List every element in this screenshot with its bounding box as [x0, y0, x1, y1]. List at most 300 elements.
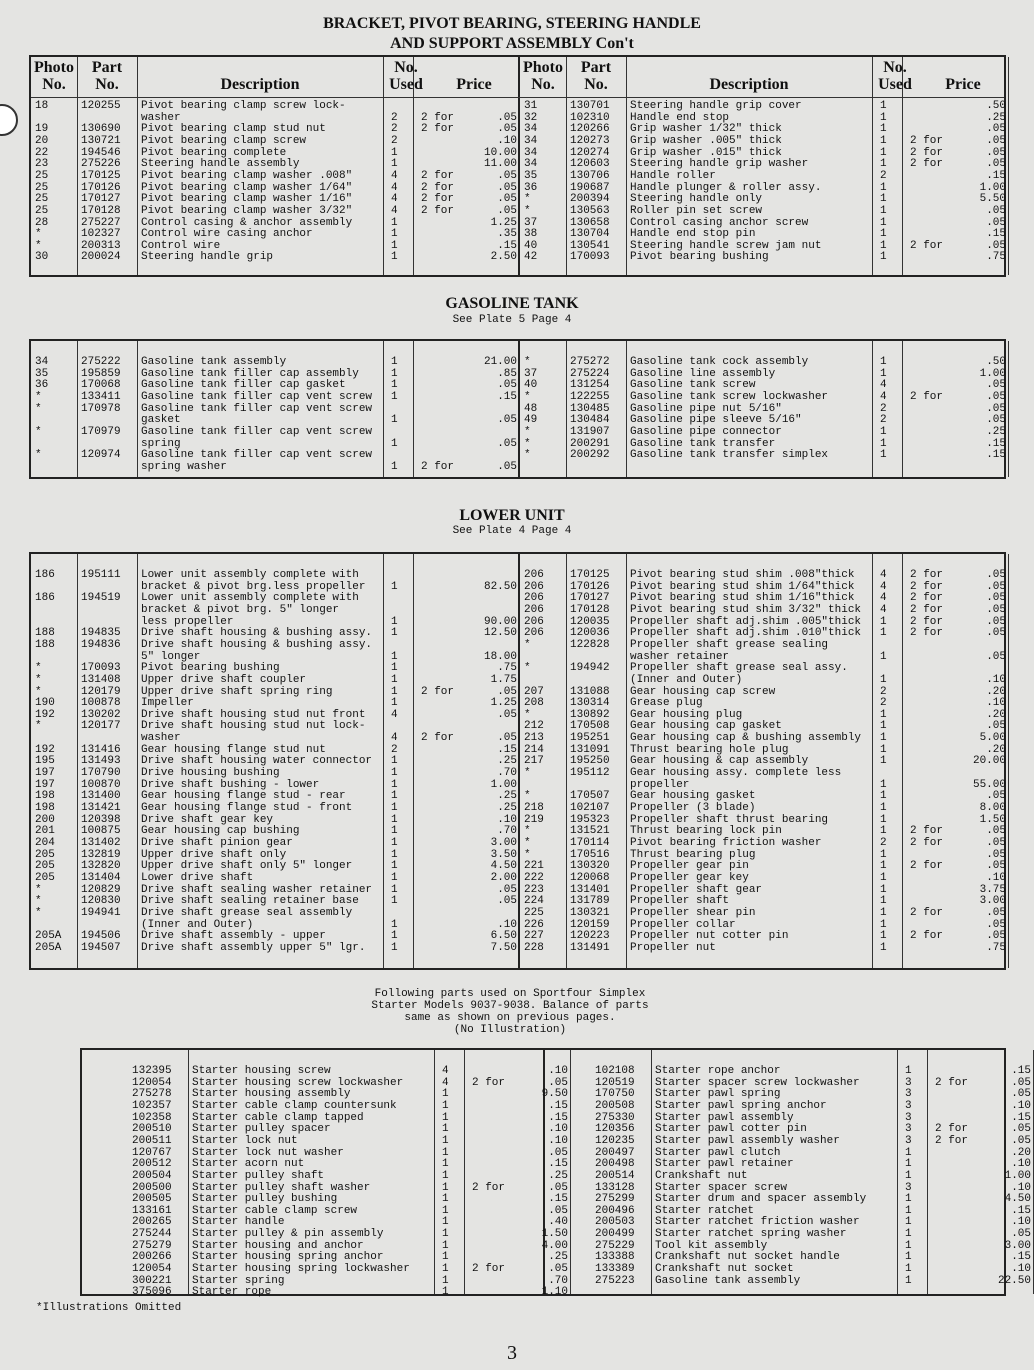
description-cell: less propeller: [141, 615, 234, 628]
description-cell: Drive shaft sealing washer retainer: [141, 883, 373, 896]
no-used-cell: 1: [442, 1088, 449, 1101]
starter-note-line4: (No Illustration): [453, 1024, 567, 1036]
photo-no-cell: 34: [524, 123, 538, 136]
photo-no-cell: 206: [524, 615, 544, 628]
price-qty-cell: 2 for: [910, 906, 944, 919]
description-cell: Gasoline line assembly: [630, 367, 776, 380]
price-cell: .50: [986, 100, 1006, 112]
description-cell: Drive shaft gear key: [141, 813, 274, 826]
no-used-cell: 1: [391, 673, 398, 686]
no-used-cell: 1: [880, 650, 887, 663]
table-row: [82, 1134, 1031, 1148]
description-cell: Gasoline pipe sleeve 5/16": [630, 414, 802, 427]
photo-no-cell: 186: [35, 592, 55, 605]
part-no-cell: 195859: [81, 367, 121, 380]
description-cell: Pivot bearing stud shim 3/32" thick: [630, 603, 862, 616]
no-used-cell: 1: [391, 228, 398, 241]
price-cell: .05: [986, 860, 1006, 873]
no-used-cell: 4: [442, 1065, 449, 1077]
photo-no-cell: 200: [35, 813, 55, 826]
table-row: [31, 943, 1004, 955]
part-no-cell: 170126: [570, 580, 610, 593]
price-cell: .15: [986, 437, 1006, 450]
photo-no-cell: *: [524, 708, 531, 721]
no-used-cell: 2: [880, 169, 887, 182]
no-used-cell: 1: [880, 941, 887, 954]
table-row: [31, 803, 1004, 815]
part-no-cell: 133411: [81, 390, 121, 403]
photo-no-cell: 217: [524, 755, 544, 768]
column-divider: [1008, 57, 1009, 275]
page-title-line1: BRACKET, PIVOT BEARING, STEERING HANDLE: [323, 15, 701, 32]
description-cell: Starter housing spring anchor: [192, 1251, 384, 1264]
price-qty-cell: 2 for: [910, 239, 944, 252]
description-cell: Grease plug: [630, 697, 703, 710]
part-no-cell: 130314: [570, 697, 610, 710]
price-qty-cell: 2 for: [910, 146, 944, 159]
part-no-cell: 275299: [595, 1193, 635, 1206]
table-row: [31, 357, 1004, 369]
price-cell: .20: [986, 685, 1006, 698]
no-used-cell: 1: [391, 239, 398, 252]
price-cell: .05: [1011, 1228, 1031, 1241]
part-no-cell: 122828: [570, 638, 610, 651]
price-cell: .05: [986, 720, 1006, 733]
no-used-cell: 1: [880, 895, 887, 908]
price-cell: .15: [1011, 1065, 1031, 1077]
photo-no-cell: 34: [524, 134, 538, 147]
price-cell: .05: [1011, 1076, 1031, 1089]
price-cell: .10: [1011, 1263, 1031, 1276]
photo-no-cell: 37: [524, 216, 538, 229]
price-cell: .25: [497, 802, 517, 814]
photo-no-cell: *: [35, 883, 42, 896]
price-cell: .05: [986, 650, 1006, 663]
price-qty-cell: 2 for: [910, 930, 944, 943]
part-no-cell: 170128: [570, 603, 610, 616]
binder-hole: [0, 104, 18, 136]
no-used-cell: 3: [905, 1123, 912, 1136]
photo-no-cell: 205A: [35, 930, 62, 943]
no-used-cell: 1: [442, 1134, 449, 1147]
description-cell: Upper drive shaft coupler: [141, 673, 307, 686]
price-cell: 6.50: [490, 930, 517, 943]
description-cell: Steering handle grip washer: [630, 158, 809, 171]
photo-no-cell: *: [35, 449, 42, 462]
no-used-cell: 1: [442, 1239, 449, 1252]
description-cell: Drive housing bushing: [141, 767, 280, 780]
part-no-cell: 131091: [570, 743, 610, 756]
no-used-cell: 1: [391, 662, 398, 675]
part-no-cell: 195323: [570, 813, 610, 826]
price-cell: 3.50: [490, 848, 517, 861]
photo-no-cell: *: [524, 449, 531, 462]
table-row: [82, 1274, 1031, 1288]
price-qty-cell: 2 for: [910, 615, 944, 628]
no-used-cell: 1: [442, 1228, 449, 1241]
photo-no-cell: *: [35, 720, 42, 733]
part-no-cell: 194836: [81, 638, 121, 651]
no-used-cell: 4: [880, 592, 887, 605]
price-cell: .70: [548, 1274, 568, 1287]
description-cell: Gasoline tank transfer simplex: [630, 449, 829, 462]
header-rule: [31, 97, 1004, 98]
part-no-cell: 195112: [570, 767, 610, 780]
price-cell: .05: [497, 437, 517, 450]
table-row: [31, 920, 1004, 932]
no-used-cell: 1: [880, 871, 887, 884]
no-used-cell: 1: [905, 1193, 912, 1206]
photo-no-cell: *: [524, 204, 531, 217]
photo-no-cell: 226: [524, 918, 544, 931]
price-cell: .15: [497, 743, 517, 756]
photo-no-cell: 197: [35, 767, 55, 780]
part-no-cell: 194941: [81, 906, 121, 919]
table-row: [31, 159, 1004, 171]
no-used-cell: 1: [905, 1228, 912, 1241]
part-no-cell: 130541: [570, 239, 610, 252]
description-cell: Gasoline tank filler cap vent screw: [141, 449, 373, 462]
description-cell: Thrust bearing hole plug: [630, 743, 789, 756]
part-no-cell: 170125: [81, 169, 121, 182]
description-cell: Lower unit assembly complete with: [141, 592, 359, 605]
no-used-cell: 1: [880, 449, 887, 462]
price-cell: .05: [986, 390, 1006, 403]
photo-no-cell: *: [524, 425, 531, 438]
photo-no-cell: *: [35, 662, 42, 675]
no-used-cell: 1: [391, 356, 398, 368]
part-no-cell: 170508: [570, 720, 610, 733]
part-no-cell: 102358: [132, 1111, 172, 1124]
part-no-cell: 120036: [570, 627, 610, 640]
price-qty-cell: 2 for: [421, 169, 455, 182]
part-no-cell: 170750: [595, 1088, 635, 1101]
photo-no-cell: 188: [35, 638, 55, 651]
no-used-cell: 1: [905, 1065, 912, 1077]
description-cell: Pivot bearing complete: [141, 146, 287, 159]
part-no-cell: 100875: [81, 825, 121, 838]
description-cell: Thrust bearing plug: [630, 848, 756, 861]
part-no-cell: 120273: [570, 134, 610, 147]
photo-no-cell: 208: [524, 697, 544, 710]
part-no-cell: 131521: [570, 825, 610, 838]
table-row: [31, 392, 1004, 404]
part-no-cell: 200291: [570, 437, 610, 450]
description-cell: washer: [141, 111, 181, 124]
price-cell: .05: [1011, 1088, 1031, 1101]
no-used-cell: 1: [391, 895, 398, 908]
photo-no-cell: 34: [524, 158, 538, 171]
no-used-cell: 1: [391, 615, 398, 628]
part-no-cell: 170979: [81, 425, 121, 438]
part-no-cell: 170128: [81, 204, 121, 217]
description-cell: Pivot bearing clamp washer 1/16": [141, 193, 353, 206]
photo-no-cell: *: [35, 685, 42, 698]
no-used-cell: 1: [880, 778, 887, 791]
part-no-cell: 102107: [570, 802, 610, 814]
part-no-cell: 120974: [81, 449, 121, 462]
part-no-cell: 200265: [132, 1216, 172, 1229]
part-no-cell: 132395: [132, 1065, 172, 1077]
photo-no-cell: *: [524, 638, 531, 651]
table-row: [31, 171, 1004, 183]
table-row: [31, 229, 1004, 241]
photo-no-cell: 19: [35, 123, 49, 136]
photo-no-cell: *: [524, 437, 531, 450]
part-no-cell: 200504: [132, 1169, 172, 1182]
description-cell: Drive shaft pinion gear: [141, 836, 293, 849]
table-row: [31, 183, 1004, 195]
no-used-header: No.: [883, 59, 907, 76]
price-qty-cell: 2 for: [935, 1134, 969, 1147]
part-no-cell: 120266: [570, 123, 610, 136]
photo-no-cell: 206: [524, 580, 544, 593]
part-no-cell: 130704: [570, 228, 610, 241]
description-cell: Starter pulley spacer: [192, 1123, 331, 1136]
description-cell: Propeller collar: [630, 918, 736, 931]
part-no-cell: 102310: [570, 111, 610, 124]
part-no-cell: 275224: [570, 367, 610, 380]
section-subtitle-gasoline-tank: See Plate 5 Page 4: [452, 314, 572, 326]
table-row: [31, 450, 1004, 462]
price-qty-cell: 2 for: [421, 181, 455, 194]
photo-no-cell: 30: [35, 251, 49, 264]
part-no-cell: 120767: [132, 1146, 172, 1159]
price-cell: 10.00: [483, 146, 517, 159]
no-used-cell: 1: [391, 650, 398, 663]
part-no-cell: 170790: [81, 767, 121, 780]
description-cell: Gasoline tank cock assembly: [630, 356, 809, 368]
description-cell: Pivot bearing bushing: [630, 251, 769, 264]
no-used-cell: 1: [391, 216, 398, 229]
description-cell: Pivot bearing friction washer: [630, 836, 822, 849]
part-no-cell: 130485: [570, 402, 610, 415]
description-cell: Gear housing assy. complete less: [630, 767, 842, 780]
price-cell: 2.00: [490, 871, 517, 884]
price-cell: .05: [986, 580, 1006, 593]
no-used-cell: 1: [880, 193, 887, 206]
photo-no-cell: 23: [35, 158, 49, 171]
part-no-cell: 102357: [132, 1099, 172, 1112]
part-no-cell: 194519: [81, 592, 121, 605]
price-cell: .05: [986, 216, 1006, 229]
description-cell: Handle end stop pin: [630, 228, 756, 241]
description-cell: Crankshaft nut: [655, 1169, 748, 1182]
price-cell: .05: [497, 111, 517, 124]
price-header: Price: [456, 76, 492, 93]
description-cell: Starter cable clamp screw: [192, 1204, 358, 1217]
description-cell: Starter drum and spacer assembly: [655, 1193, 867, 1206]
no-used-cell: 1: [905, 1239, 912, 1252]
price-cell: .05: [986, 158, 1006, 171]
price-cell: .05: [986, 836, 1006, 849]
description-cell: bracket & pivot brg.less propeller: [141, 580, 366, 593]
no-used-cell: 1: [391, 367, 398, 380]
no-used-cell: 1: [880, 216, 887, 229]
price-cell: .05: [497, 883, 517, 896]
no-used-cell: 1: [880, 708, 887, 721]
description-cell: Propeller gear key: [630, 871, 749, 884]
description-cell: Starter housing and anchor: [192, 1239, 364, 1252]
price-cell: .05: [497, 460, 517, 473]
price-cell: 22.50: [997, 1274, 1031, 1287]
price-cell: .25: [548, 1251, 568, 1264]
part-no-cell: 200500: [132, 1181, 172, 1194]
section-subtitle-lower-unit: See Plate 4 Page 4: [452, 525, 572, 537]
no-used-cell: 1: [880, 615, 887, 628]
table-row: [31, 570, 1004, 582]
price-cell: .75: [986, 941, 1006, 954]
description-cell: Drive shaft housing & bushing assy.: [141, 638, 373, 651]
price-cell: 4.50: [490, 860, 517, 873]
photo-no-cell: *: [35, 390, 42, 403]
no-used-cell: 2: [880, 685, 887, 698]
photo-no-cell: 207: [524, 685, 544, 698]
price-cell: 55.00: [972, 778, 1006, 791]
price-cell: .05: [986, 569, 1006, 581]
price-qty-cell: 2 for: [910, 390, 944, 403]
description-cell: Starter housing screw lockwasher: [192, 1076, 404, 1089]
price-qty-cell: 2 for: [421, 204, 455, 217]
price-qty-cell: 2 for: [910, 860, 944, 873]
part-no-cell: 195250: [570, 755, 610, 768]
description-cell: Crankshaft nut socket: [655, 1263, 794, 1276]
table-row: [31, 768, 1004, 780]
price-cell: 3.00: [979, 895, 1006, 908]
description-cell: Grip washer 1/32" thick: [630, 123, 782, 136]
price-cell: .10: [548, 1134, 568, 1147]
part-no-cell: 375096: [132, 1286, 172, 1299]
table-row: [31, 605, 1004, 617]
part-no-cell: 131491: [570, 941, 610, 954]
part-no-cell: 200292: [570, 449, 610, 462]
table-row: [31, 369, 1004, 381]
photo-no-header: No.: [42, 76, 66, 93]
table-row: [31, 873, 1004, 885]
photo-no-cell: 201: [35, 825, 55, 838]
table-row: [31, 439, 1004, 451]
price-cell: .15: [497, 390, 517, 403]
part-no-cell: 102108: [595, 1065, 635, 1077]
no-used-cell: 1: [391, 871, 398, 884]
description-cell: Upper drive shaft spring ring: [141, 685, 333, 698]
no-used-cell: 1: [905, 1251, 912, 1264]
description-cell: Drive shaft housing & bushing assy.: [141, 627, 373, 640]
no-used-cell: 1: [905, 1204, 912, 1217]
part-no-cell: 200313: [81, 239, 121, 252]
no-used-cell: 2: [391, 111, 398, 124]
photo-no-cell: 38: [524, 228, 538, 241]
no-used-cell: 1: [880, 860, 887, 873]
table-row: [31, 582, 1004, 594]
price-cell: .05: [986, 239, 1006, 252]
photo-no-cell: 223: [524, 883, 544, 896]
no-used-cell: 1: [880, 755, 887, 768]
no-used-cell: 1: [880, 883, 887, 896]
description-cell: Impeller: [141, 697, 194, 710]
price-cell: .75: [986, 251, 1006, 264]
description-cell: Gear housing & cap assembly: [630, 755, 809, 768]
photo-no-cell: 25: [35, 204, 49, 217]
price-cell: .15: [548, 1193, 568, 1206]
description-cell: Starter spring: [192, 1274, 285, 1287]
description-cell: Handle roller: [630, 169, 716, 182]
no-used-cell: 3: [905, 1088, 912, 1101]
photo-no-cell: 34: [35, 356, 49, 368]
photo-no-cell: 37: [524, 367, 538, 380]
part-no-cell: 130563: [570, 204, 610, 217]
table-row: [31, 885, 1004, 897]
price-cell: 1.00: [979, 367, 1006, 380]
price-cell: .05: [986, 906, 1006, 919]
description-cell: Gasoline tank assembly: [141, 356, 287, 368]
no-used-cell: 4: [391, 181, 398, 194]
part-no-cell: 130202: [81, 708, 121, 721]
photo-no-cell: *: [524, 790, 531, 803]
part-no-cell: 195111: [81, 569, 121, 581]
part-no-cell: 194835: [81, 627, 121, 640]
price-cell: .05: [986, 402, 1006, 415]
description-cell: Gasoline tank filler cap vent screw: [141, 402, 373, 415]
no-used-cell: 1: [880, 906, 887, 919]
photo-no-cell: *: [35, 402, 42, 415]
starter-note-line2: Starter Models 9037-9038. Balance of parts: [371, 1000, 649, 1012]
part-no-cell: 100878: [81, 697, 121, 710]
part-no-cell: 200496: [595, 1204, 635, 1217]
description-cell: Starter ratchet spring washer: [655, 1228, 847, 1241]
no-used-cell: 1: [880, 437, 887, 450]
price-cell: .25: [986, 425, 1006, 438]
price-cell: .85: [497, 367, 517, 380]
price-cell: .10: [497, 813, 517, 826]
description-cell: spring washer: [141, 460, 227, 473]
table-row: [82, 1263, 1031, 1276]
description-cell: Starter pulley shaft washer: [192, 1181, 371, 1194]
table-row: [31, 698, 1004, 710]
part-no-cell: 131493: [81, 755, 121, 768]
table-row: [82, 1228, 1031, 1241]
no-used-cell: 1: [442, 1193, 449, 1206]
part-no-header: Part: [580, 59, 612, 76]
no-used-cell: 1: [880, 367, 887, 380]
price-cell: .05: [497, 204, 517, 217]
no-used-cell: 2: [880, 697, 887, 710]
price-cell: .05: [986, 146, 1006, 159]
price-cell: .05: [548, 1263, 568, 1276]
description-cell: Gasoline pipe connector: [630, 425, 782, 438]
part-no-cell: 120068: [570, 871, 610, 884]
photo-no-cell: 40: [524, 239, 538, 252]
photo-no-cell: 42: [524, 251, 538, 264]
part-no-cell: 131402: [81, 836, 121, 849]
no-used-cell: 1: [880, 425, 887, 438]
description-cell: Drive shaft housing water connector: [141, 755, 373, 768]
description-cell: Control wire: [141, 239, 221, 252]
photo-no-cell: *: [35, 895, 42, 908]
footnote: *Illustrations Omitted: [36, 1302, 182, 1314]
no-used-cell: 1: [880, 111, 887, 124]
price-cell: .10: [1011, 1216, 1031, 1229]
price-cell: .05: [1011, 1134, 1031, 1147]
starter-note-line3: same as shown on previous pages.: [404, 1012, 616, 1024]
table-row: [31, 908, 1004, 920]
part-no-header: No.: [95, 76, 119, 93]
photo-no-cell: 213: [524, 732, 544, 745]
description-cell: Starter pawl retainer: [655, 1158, 794, 1171]
table-row: [31, 113, 1004, 125]
part-no-cell: 130701: [570, 100, 610, 112]
photo-no-cell: *: [35, 239, 42, 252]
